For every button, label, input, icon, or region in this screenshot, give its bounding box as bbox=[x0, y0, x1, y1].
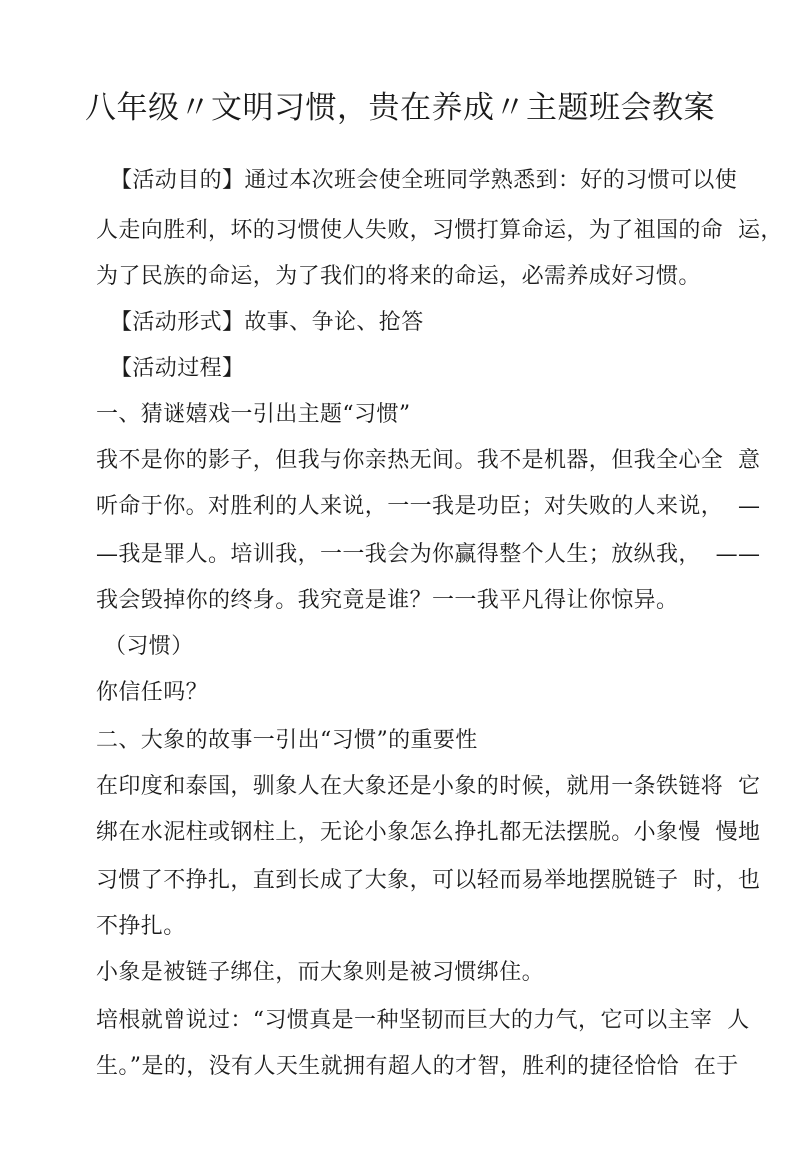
paragraph-line-question: 你信任吗？ bbox=[96, 680, 209, 705]
paragraph-line-answer: （习惯） bbox=[104, 634, 194, 659]
paragraph-line-elephant-2: 绑在水泥柱或钢柱上，无论小象怎么挣扎都无法摆脱。小象慢 慢地 bbox=[96, 820, 761, 845]
section-heading-process: 【活动过程】 bbox=[110, 356, 245, 381]
paragraph-line-bacon-2: 生。”是的，没有人天生就拥有超人的才智，胜利的捷径恰恰 在于 bbox=[96, 1054, 739, 1079]
paragraph-line-riddle-4: 我会毁掉你的终身。我究竟是谁？一一我平凡得让你惊异。 bbox=[96, 588, 679, 613]
paragraph-line-riddle-1: 我不是你的影子，但我与你亲热无间。我不是机器，但我全心全 意 bbox=[96, 448, 761, 473]
paragraph-line-purpose-1: 【活动目的】通过本次班会使全班同学熟悉到：好的习惯可以使 bbox=[110, 168, 738, 193]
document-title: 八年级〃文明习惯，贵在养成〃主题班会教案 bbox=[85, 90, 715, 126]
paragraph-line-riddle-2: 听命于你。对胜利的人来说，一一我是功臣；对失败的人来说， — bbox=[96, 494, 761, 519]
paragraph-line-elephant-5: 小象是被链子绑住，而大象则是被习惯绑住。 bbox=[96, 960, 545, 985]
paragraph-line-purpose-2: 人走向胜利，坏的习惯使人失败，习惯打算命运，为了祖国的命 运， bbox=[96, 218, 783, 243]
section-heading-riddle: 一、猜谜嬉戏一引出主题“习惯” bbox=[96, 402, 411, 427]
paragraph-line-elephant-3: 习惯了不挣扎，直到长成了大象，可以轻而易举地摆脱链子 时，也 bbox=[96, 868, 761, 893]
paragraph-line-riddle-3: —我是罪人。培训我，一一我会为你赢得整个人生；放纵我， —— bbox=[96, 542, 761, 567]
paragraph-line-elephant-4: 不挣扎。 bbox=[96, 914, 186, 939]
paragraph-line-bacon-1: 培根就曾说过：“习惯真是一种坚韧而巨大的力气，它可以主宰 人 bbox=[96, 1008, 750, 1033]
paragraph-line-format: 【活动形式】故事、争论、抢答 bbox=[110, 310, 424, 335]
paragraph-line-elephant-1: 在印度和泰国，驯象人在大象还是小象的时候，就用一条铁链将 它 bbox=[96, 774, 761, 799]
paragraph-line-purpose-3: 为了民族的命运，为了我们的将来的命运，必需养成好习惯。 bbox=[96, 264, 701, 289]
section-heading-elephant: 二、大象的故事一引出“习惯”的重要性 bbox=[96, 728, 478, 753]
